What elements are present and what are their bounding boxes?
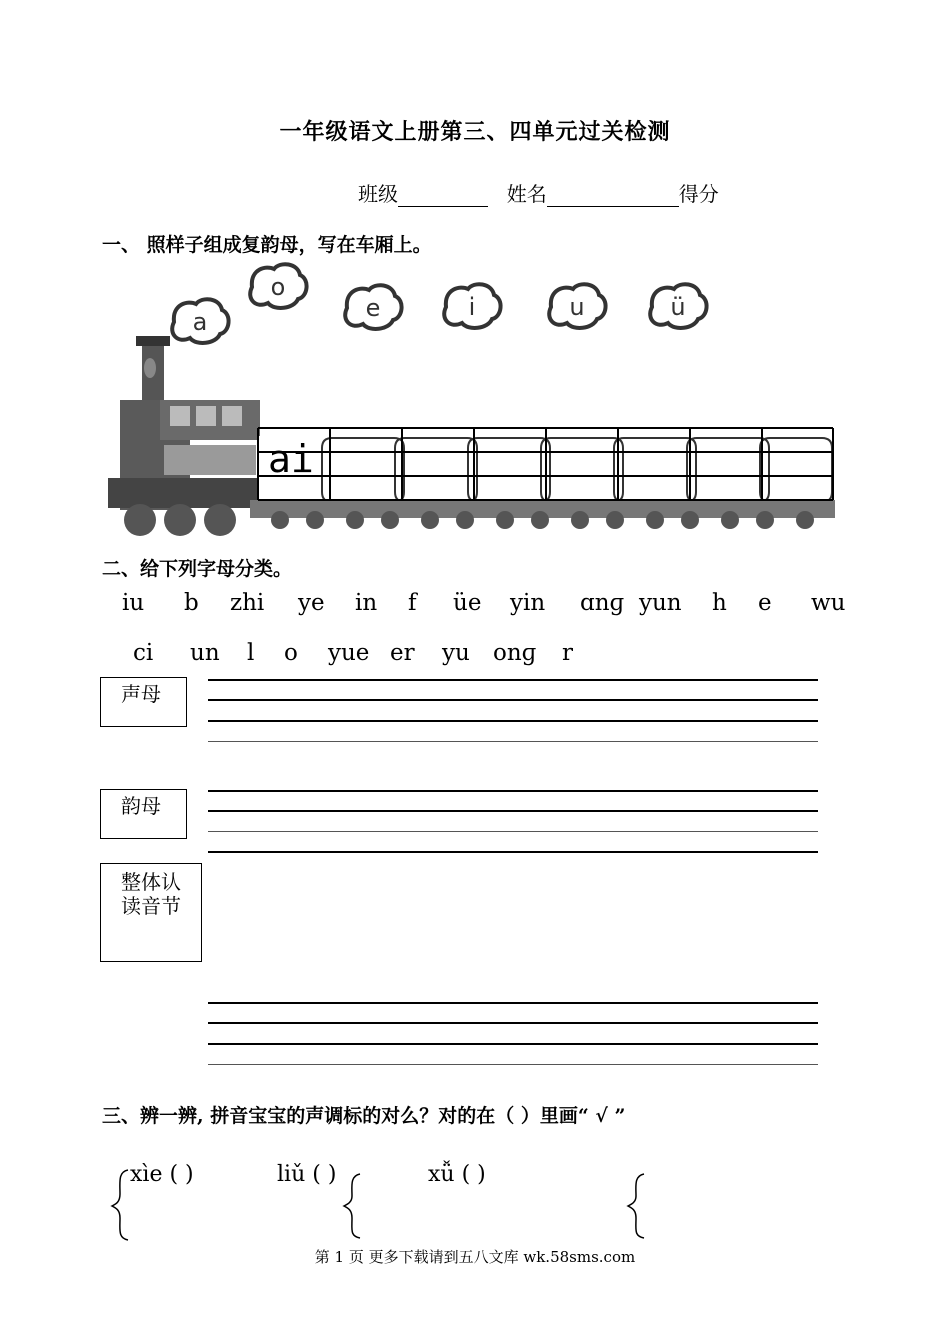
letter-item: zhi — [230, 590, 265, 616]
yunmu-label: 韵母 — [121, 794, 161, 818]
cloud-letter: a — [192, 308, 208, 336]
pinyin-word: xǚ — [428, 1162, 455, 1187]
pinyin-word: xìe — [130, 1162, 163, 1187]
letter-clouds — [172, 264, 706, 343]
left-brace-3 — [628, 1174, 644, 1238]
zhengti-label-line2: 读音节 — [121, 894, 181, 918]
cloud-a — [172, 299, 228, 343]
letter-item: b — [184, 590, 199, 616]
answer-parens[interactable]: ( ) — [312, 1162, 337, 1187]
zhengti-label-box — [100, 863, 202, 962]
cloud-o — [250, 264, 306, 308]
answer-parens[interactable]: ( ) — [169, 1162, 194, 1187]
letter-item: yin — [510, 590, 546, 616]
train-cars — [250, 428, 835, 529]
letter-item: yue — [328, 640, 370, 666]
name-label: 姓名 — [506, 182, 547, 206]
left-brace-1 — [112, 1170, 128, 1240]
page-footer: 第 1 页 更多下载请到五八文库 wk.58sms.com — [314, 1248, 636, 1266]
letter-item: f — [408, 590, 417, 616]
score-label: 得分 — [678, 182, 719, 206]
letter-item: l — [247, 640, 255, 666]
letter-item: yu — [442, 640, 470, 666]
cloud-u-umlaut — [650, 284, 706, 328]
example-compound-final: ai — [268, 437, 314, 481]
letter-item: yun — [639, 590, 682, 616]
letter-item: iu — [122, 590, 145, 616]
letter-item: o — [284, 640, 298, 666]
name-blank[interactable] — [547, 184, 679, 207]
grouping-braces — [110, 1168, 670, 1243]
section-3-heading: 三、辨一辨, 拼音宝宝的声调标的对么？对的在（ ）里画“ √ ” — [102, 1105, 626, 1127]
letter-item: üe — [453, 590, 482, 616]
cloud-letter: i — [468, 293, 476, 321]
train-illustration — [100, 250, 840, 550]
letter-item: h — [712, 590, 727, 616]
shengmu-label: 声母 — [121, 682, 161, 706]
cloud-letter: e — [365, 294, 381, 322]
cloud-u — [549, 284, 605, 328]
page-title: 一年级语文上册第三、四单元过关检测 — [279, 119, 671, 145]
letter-item: un — [190, 640, 220, 666]
letter-item: onɡ — [493, 640, 537, 666]
yunmu-label-box — [100, 789, 187, 839]
cloud-letter: u — [569, 293, 585, 321]
letter-item: r — [562, 640, 573, 666]
letter-item: wu — [811, 590, 846, 616]
left-brace-2 — [344, 1174, 360, 1238]
student-info-line — [358, 178, 719, 207]
section-2-heading: 二、给下列字母分类。 — [102, 558, 293, 580]
letter-item: ɑnɡ — [580, 590, 625, 616]
class-blank[interactable] — [398, 184, 488, 207]
class-label: 班级 — [358, 182, 398, 206]
letter-item: ci — [133, 640, 154, 666]
locomotive — [108, 336, 260, 536]
cloud-i — [444, 284, 500, 328]
answer-parens[interactable]: ( ) — [461, 1162, 486, 1187]
section-1-heading: 一、 照样子组成复韵母，写在车厢上。 — [102, 234, 432, 256]
shengmu-label-box — [100, 677, 187, 727]
letter-item: in — [355, 590, 378, 616]
cloud-letter: o — [270, 273, 286, 301]
letter-item: e — [758, 590, 772, 616]
letter-item: ye — [298, 590, 325, 616]
zhengti-label-line1: 整体认 — [121, 870, 181, 894]
pinyin-word: liǔ — [277, 1162, 306, 1187]
letter-item: er — [390, 640, 415, 666]
cloud-letter: ü — [670, 293, 686, 321]
cloud-e — [345, 285, 401, 329]
